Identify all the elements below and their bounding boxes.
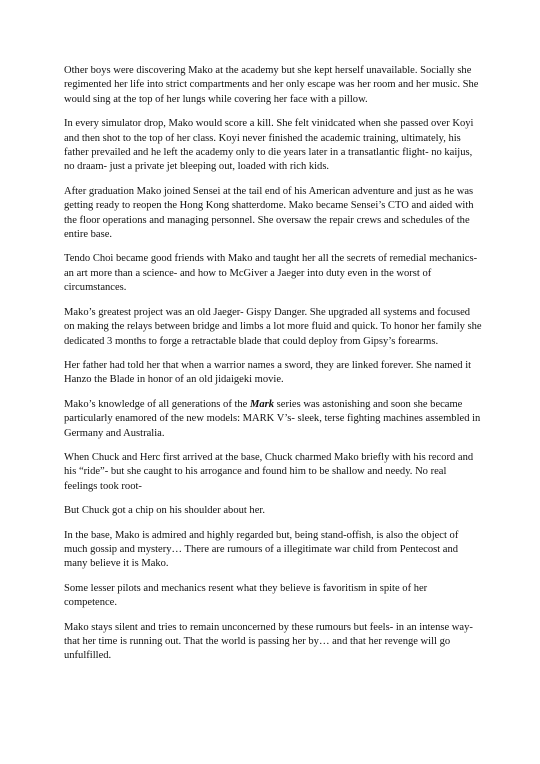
text-run: Mako’s knowledge of all generations of the [64, 398, 250, 410]
text-run: But Chuck got a chip on his shoulder about her. [64, 505, 265, 517]
body-paragraph [64, 529, 482, 572]
body-paragraph [64, 306, 482, 349]
text-run: series was astonishing and soon she became particularly enamored of the new models: MARK V’s- sleek, terse fighting machines assembled in Germany and Australia. [64, 398, 481, 439]
body-paragraph [64, 185, 482, 243]
text-run: When Chuck and Herc first arrived at the base, Chuck charmed Mako briefly with his record and his “ride”- but she caught to his arrogance and found him to be shallow and needy. No real feelings took root- [64, 451, 474, 492]
body-paragraph [64, 359, 482, 388]
text-run: Other boys were discovering Mako at the academy but she kept herself unavailable. Socially she regimented her life into strict compartments and her only escape was her room and her music. She would sing at the top of her lungs while covering her face with a pillow. [64, 65, 479, 105]
text-run: Her father had told her that when a warrior names a sword, they are linked forever. She named it Hanzo the Blade in honor of an old jidaigeki movie. [64, 359, 472, 386]
emphasized-text-run: Mark [250, 398, 275, 410]
text-run: Tendo Choi became good friends with Mako and taught her all the secrets of remedial mechanics- an art more than a science- and how to McGiver a Jaeger into duty even in the worst of circumstances. [64, 253, 478, 294]
body-paragraph [64, 504, 482, 518]
body-paragraph [64, 582, 482, 611]
text-run: After graduation Mako joined Sensei at the tail end of his American adventure and just as he was getting ready to reopen the Hong Kong shatterdome. Mako became Sensei’s CTO and aided with the floor operations and managing personnel. She oversaw the repair crews and schedules of the entire base. [64, 185, 474, 241]
body-paragraph [64, 398, 482, 441]
text-run: Mako stays silent and tries to remain unconcerned by these rumours but feels- in an intense way- that her time is running out. That the world is passing her by… and that her revenge will go unfulfilled. [64, 621, 473, 662]
body-paragraph [64, 117, 482, 175]
text-run: In the base, Mako is admired and highly regarded but, being stand-offish, is also the object of much gossip and mystery… There are rumours of a illegitimate war child from Pentecost and many believe it is Mako. [64, 529, 459, 570]
body-paragraph [64, 252, 482, 295]
body-paragraph [64, 64, 482, 107]
text-run: Mako’s greatest project was an old Jaeger- Gispy Danger. She upgraded all systems and focused on making the relays between bridge and limbs a lot more fluid and quick. To honor her family she dedicated 3 months to forge a retractable blade that could deploy from Gipsy’s forearms. [64, 306, 482, 347]
text-run: In every simulator drop, Mako would score a kill. She felt vinidcated when she passed over Koyi and then shot to the top of her class. Koyi never finished the academic training, ultimately, his father prevailed and he left the academy only to die years later in a transatlantic flight- no kaijus, no draam- just a private jet bleeping out, loaded with rich kids. [64, 118, 474, 173]
body-paragraph [64, 621, 482, 664]
text-run: Some lesser pilots and mechanics resent what they believe is favoritism in spite of her competence. [64, 582, 428, 609]
body-paragraph [64, 451, 482, 494]
